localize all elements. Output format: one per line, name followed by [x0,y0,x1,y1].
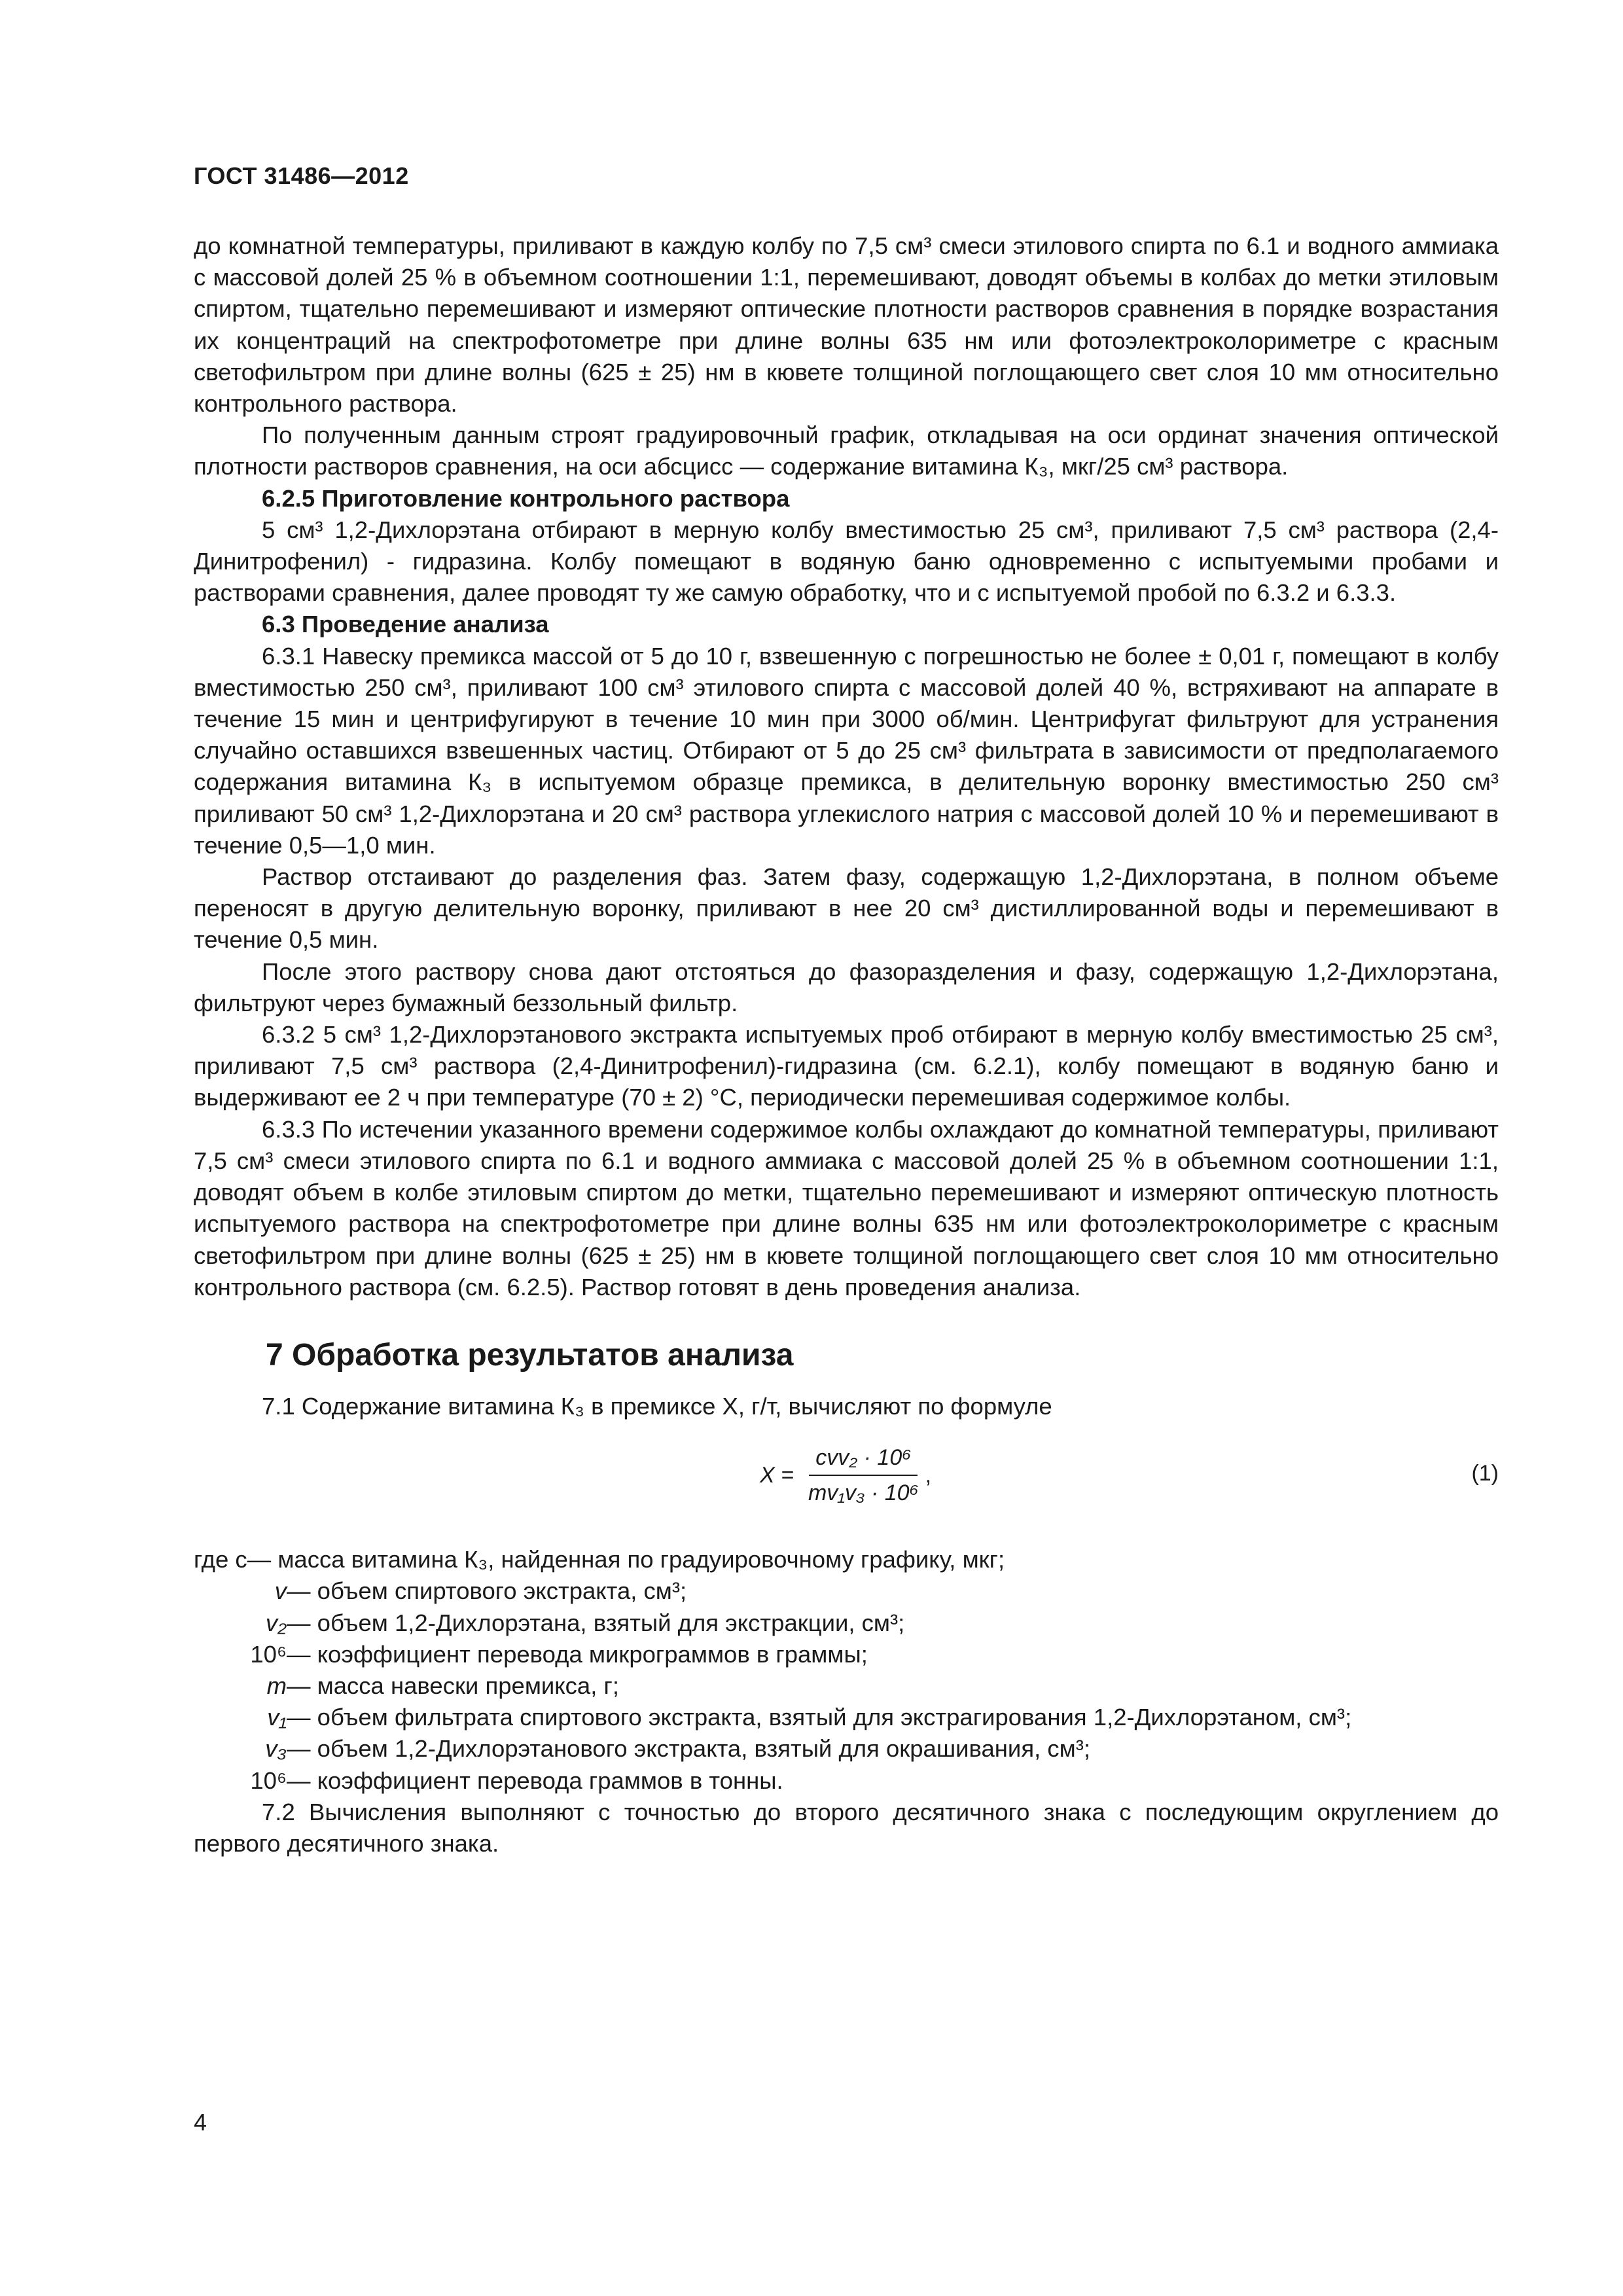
definition-symbol: v [274,1577,287,1605]
subsection-heading: 6.3 Проведение анализа [262,611,549,638]
equation-number: (1) [1471,1461,1499,1486]
definition-line [194,1670,1499,1702]
definition-line [194,1544,1499,1575]
paragraph: Раствор отстаивают до разделения фаз. Затем фазу, содержащую 1,2-Дихлорэтана, в полном объеме переносят в другую делительную воронку, приливают в нее 20 см³ дистиллированной воды и перемешивают в течение 0,5 мин. [194,863,1499,954]
definition-line [194,1765,1499,1797]
paragraph: 6.3.3 По истечении указанного времени содержимое колбы охлаждают до комнатной температуры, приливают 7,5 см³ смеси этилового спирта по 6.1 и водного аммиака с массовой долей 25 % в объемном соотношении 1:1, доводят объем в колбе этиловым спиртом до метки, тщательно перемешивают и измеряют оптическую плотность испытуемого раствора на спектрофотометре при длине волны 635 нм или фотоэлектроколориметре с красным светофильтром при длине волны (625 ± 25) нм в кювете толщиной поглощающего свет слоя 10 мм относительно контрольного раствора (см. 6.2.5). Раствор готовят в день проведения анализа. [194,1115,1499,1300]
formula-denominator: mv₁v₃ · 10⁶ [808,1480,919,1506]
subsection-heading: 6.2.5 Приготовление контрольного раствора [262,484,790,512]
document-body [194,230,1499,1859]
paragraph: 6.3.1 Навеску премикса массой от 5 до 10 г, взвешенную с погрешностью не более ± 0,01 г, помещают в колбу вместимостью 250 см³, приливают 100 см³ этилового спирта с массовой долей 40 %, встряхивают на аппарате в течение 15 мин и центрифугируют в течение 10 мин при 3000 об/мин. Центрифугат фильтруют для устранения случайно оставшихся взвешенных частиц. Отбирают от 5 до 25 см³ фильтрата в зависимости от предполагаемого содержания витамина К₃ в испытуемом образце премикса, в делительную воронку вместимостью 250 см³ приливают 50 см³ 1,2-Дихлорэтана и 20 см³ раствора углекислого натрия с массовой долей 10 % и перемешивают в течение 0,5—1,0 мин. [194,642,1499,859]
paragraph: После этого раствору снова дают отстояться до фазоразделения и фазу, содержащую 1,2-Дихлорэтана, фильтруют через бумажный беззольный фильтр. [194,958,1499,1016]
formula-fraction [802,1441,925,1510]
page-number: 4 [194,2109,207,2136]
definition-symbol: v₁ [267,1704,287,1731]
paragraph: до комнатной температуры, приливают в каждую колбу по 7,5 см³ смеси этилового спирта по 6.1 и водного аммиака с массовой долей 25 % в объемном соотношении 1:1, перемешивают, доводят объемы в колбах до метки этиловым спиртом, тщательно перемешивают и измеряют оптические плотности растворов сравнения в порядке возрастания их концентраций на спектрофотометре при длине волны 635 нм или фотоэлектроколориметре с красным светофильтром при длине волны (625 ± 25) нм в кювете толщиной поглощающего свет слоя 10 мм относительно контрольного раствора. [194,232,1499,418]
definition-text: — объем 1,2-Дихлорэтанового экстракта, взятый для окрашивания, см³; [287,1735,1091,1763]
definition-symbol: 10⁶ [250,1640,287,1668]
formula-lhs: X = [760,1463,794,1488]
formula-numerator: cvv₂ · 10⁶ [809,1441,918,1476]
definition-line [194,1702,1499,1733]
definition-line [194,1733,1499,1765]
definition-symbol: v₃ [265,1735,287,1763]
definition-line [194,1607,1499,1639]
definition-text: — объем 1,2-Дихлорэтана, взятый для экстракции, см³; [287,1609,905,1636]
definition-text: — объем фильтрата спиртового экстракта, взятый для экстрагирования 1,2-Дихлорэтаном, см³; [287,1704,1352,1731]
paragraph: 7.2 Вычисления выполняют с точностью до второго десятичного знака с последующим округлением до первого десятичного знака. [194,1798,1499,1857]
definition-text: — объем спиртового экстракта, см³; [287,1577,687,1605]
definition-text: — масса витамина К₃, найденная по градуировочному графику, мкг; [247,1546,1005,1573]
definition-text: — коэффициент перевода микрограммов в граммы; [287,1640,868,1668]
variable-definitions [194,1544,1499,1797]
definition-symbol: v₂ [265,1609,287,1636]
paragraph: 5 см³ 1,2-Дихлорэтана отбирают в мерную колбу вместимостью 25 см³, приливают 7,5 см³ раствора (2,4-Динитрофенил) - гидразина. Колбу помещают в водяную баню одновременно с испытуемыми пробами и растворами сравнения, далее проводят ту же самую обработку, что и с испытуемой пробой по 6.3.2 и 6.3.3. [194,516,1499,607]
definition-line [194,1575,1499,1607]
document-header: ГОСТ 31486—2012 [194,162,409,189]
definition-symbol: m [266,1672,287,1699]
section-heading: 7 Обработка результатов анализа [266,1337,794,1372]
paragraph: 7.1 Содержание витамина К₃ в премиксе X, г/т, вычисляют по формуле [262,1392,1052,1420]
formula-comma: , [925,1463,932,1488]
definition-text: — коэффициент перевода граммов в тонны. [287,1767,783,1794]
definition-symbol: 10⁶ [250,1767,287,1794]
formula-block [194,1435,1499,1524]
paragraph: 6.3.2 5 см³ 1,2-Дихлорэтанового экстракта испытуемых проб отбирают в мерную колбу вместимостью 25 см³, приливают 7,5 см³ раствора (2,4-Динитрофенил)-гидразина (см. 6.2.1), колбу помещают в водяную баню и выдерживают ее 2 ч при температуре (70 ± 2) °С, периодически перемешивая содержимое колбы. [194,1021,1499,1111]
definition-symbol: где c [194,1546,247,1573]
definition-text: — масса навески премикса, г; [287,1672,619,1699]
formula [760,1441,931,1510]
paragraph: По полученным данным строят градуировочный график, откладывая на оси ординат значения оптической плотности растворов сравнения, на оси абсцисс — содержание витамина К₃, мкг/25 см³ раствора. [194,422,1499,480]
definition-line [194,1639,1499,1670]
